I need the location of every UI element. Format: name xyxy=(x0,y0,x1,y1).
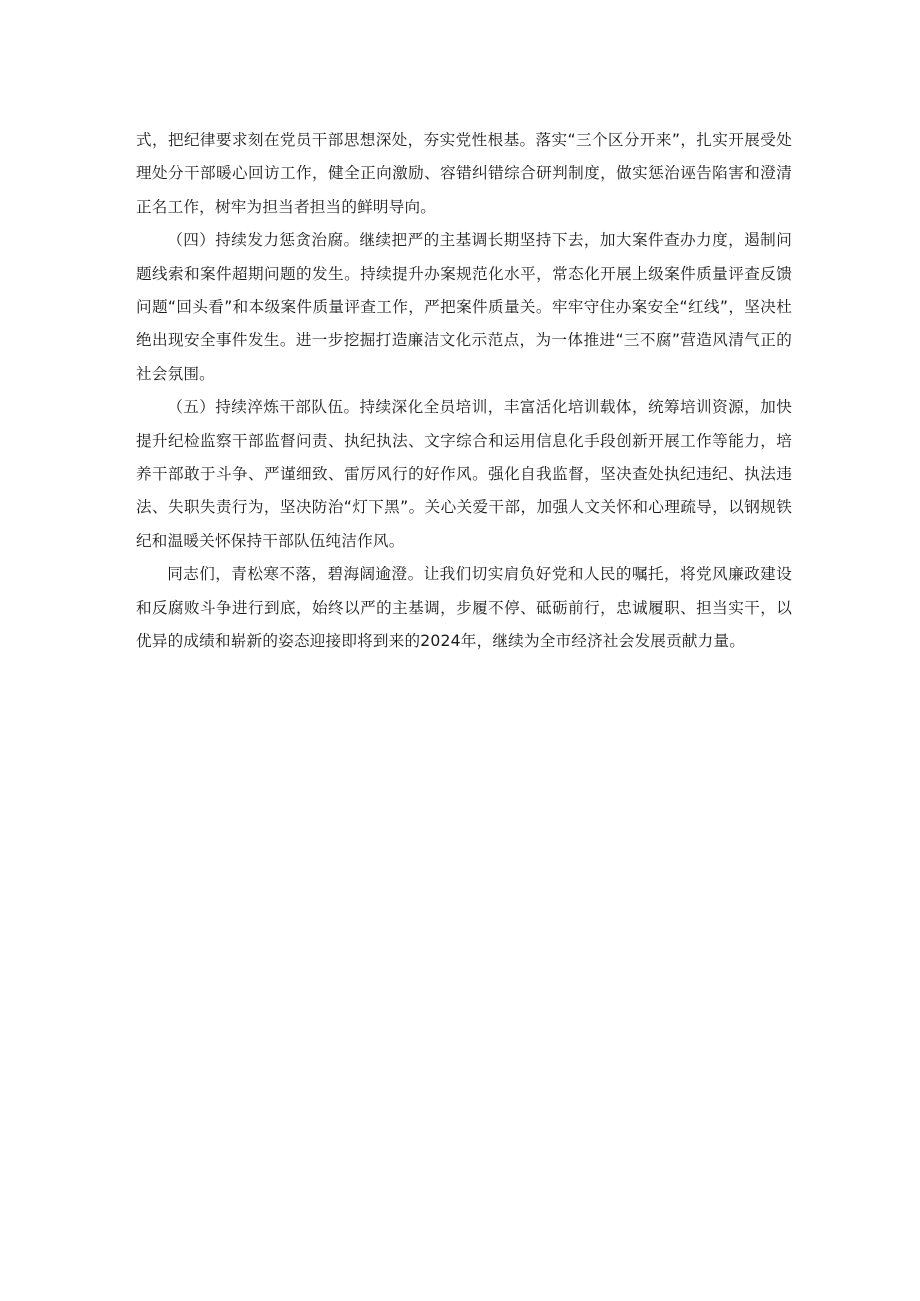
document-body xyxy=(136,124,792,659)
paragraph-section-four: （四）持续发力惩贪治腐。继续把严的主基调长期坚持下去，加大案件查办力度，遏制问题线索和案件超期问题的发生。持续提升办案规范化水平，常态化开展上级案件质量评查反馈问题“回头看”和本级案件质量评查工作，严把案件质量关。牢牢守住办案安全“红线”，坚决杜绝出现安全事件发生。进一步挖掘打造廉洁文化示范点，为一体推进“三不腐”营造风清气正的社会氛围。 xyxy=(136,231,792,383)
paragraph-continuation: 式，把纪律要求刻在党员干部思想深处，夯实党性根基。落实“三个区分开来”，扎实开展受处理处分干部暖心回访工作，健全正向激励、容错纠错综合研判制度，做实惩治诬告陷害和澄清正名工作，树牢为担当者担当的鲜明导向。 xyxy=(136,131,792,216)
paragraph-section-five: （五）持续淬炼干部队伍。持续深化全员培训，丰富活化培训载体，统筹培训资源，加快提升纪检监察干部监督问责、执纪执法、文字综合和运用信息化手段创新开展工作等能力，培养干部敢于斗争、严谨细致、雷厉风行的好作风。强化自我监督，坚决查处执纪违纪、执法违法、失职失责行为，坚决防治“灯下黑”。关心关爱干部，加强人文关怀和心理疏导，以钢规铁纪和温暖关怀保持干部队伍纯洁作风。 xyxy=(136,398,792,550)
paragraph-closing: 同志们，青松寒不落，碧海阔逾澄。让我们切实肩负好党和人民的嘱托，将党风廉政建设和反腐败斗争进行到底，始终以严的主基调，步履不停、砥砺前行，忠诚履职、担当实干，以优异的成绩和崭新的姿态迎接即将到来的2024年，继续为全市经济社会发展贡献力量。 xyxy=(136,565,792,651)
